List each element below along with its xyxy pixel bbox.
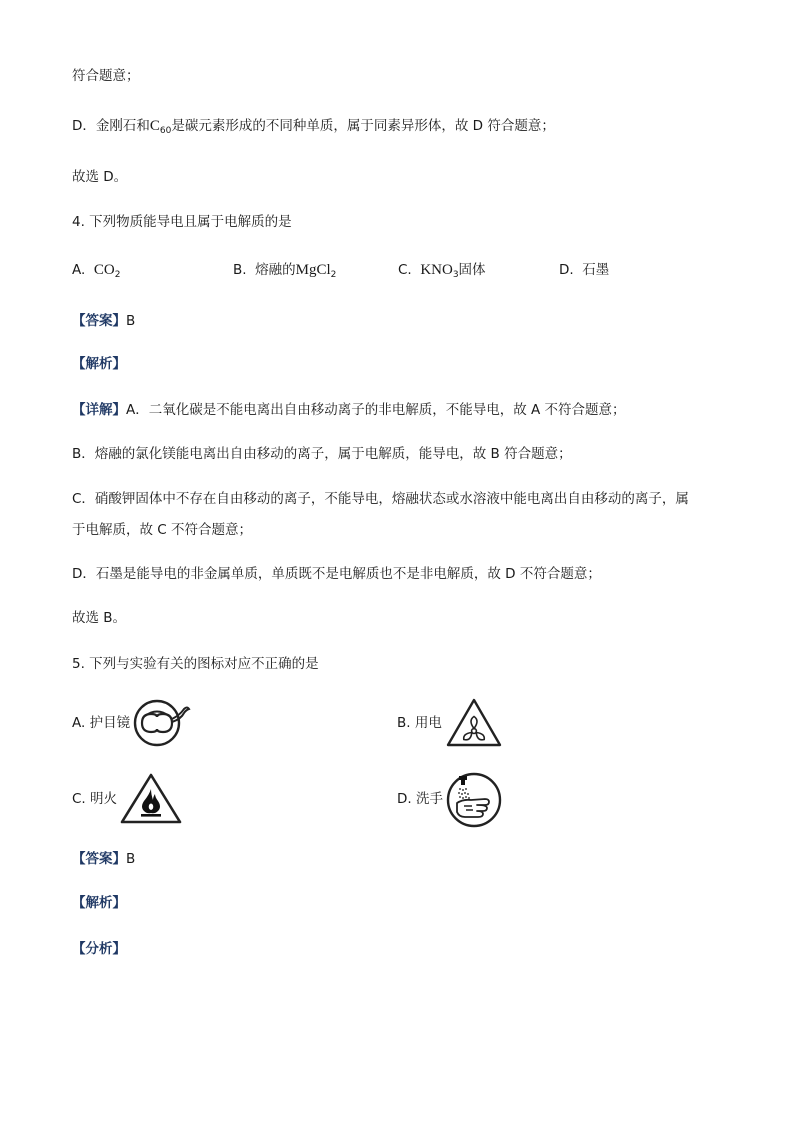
detail-b: B．熔融的氯化镁能电离出自由移动的离子，属于电解质，能导电，故 B 符合题意；: [72, 446, 572, 462]
flame-warning-icon: [119, 772, 183, 826]
detail-c-line1: C．硝酸钾固体中不存在自由移动的离子，不能导电，熔融状态或水溶液中能电离出自由移动的离子，属: [72, 491, 689, 507]
choose-b: 故选 B。: [72, 610, 127, 626]
q4-option-a: A. $CO_2$: [72, 262, 121, 280]
fan-warning-icon: [445, 697, 503, 749]
q4-option-b: B. 熔融的MgCl$_2$: [233, 262, 337, 280]
detail-d: D．石墨是能导电的非金属单质，单质既不是电解质也不是非电解质，故 D 不符合题意；: [72, 566, 601, 582]
analysis-4-heading: 【解析】: [72, 356, 126, 372]
q5-option-a-label: A. 护目镜: [72, 715, 131, 731]
detail-c-line2: 于电解质，故 C 不符合题意；: [72, 522, 253, 538]
question-4-title: 4. 下列物质能导电且属于电解质的是: [72, 214, 292, 230]
answer-5: 【答案】B: [72, 851, 136, 867]
q5-option-b-label: B. 用电: [397, 715, 442, 731]
text-line-2: D．金刚石和$C_{60}$是碳元素形成的不同种单质，属于同素异形体，故 D 符合题意；: [72, 118, 555, 136]
handwash-icon: [444, 770, 504, 828]
text-line-3: 故选 D。: [72, 169, 128, 185]
goggles-icon: [133, 699, 191, 747]
analysis-5-heading: 【解析】: [72, 895, 126, 911]
answer-4: 【答案】B: [72, 313, 136, 329]
q4-option-c: C. $KNO_3$固体: [398, 262, 486, 280]
q4-option-d: D. 石墨: [559, 262, 610, 278]
q5-option-d-label: D. 洗手: [397, 791, 443, 807]
question-5-title: 5. 下列与实验有关的图标对应不正确的是: [72, 656, 319, 672]
detail-a: 【详解】A．二氧化碳是不能电离出自由移动离子的非电解质，不能导电，故 A 不符合题意；: [72, 402, 626, 418]
text-line-1: 符合题意；: [72, 68, 140, 84]
q5-option-c-label: C. 明火: [72, 791, 118, 807]
fenxi-heading: 【分析】: [72, 941, 126, 957]
